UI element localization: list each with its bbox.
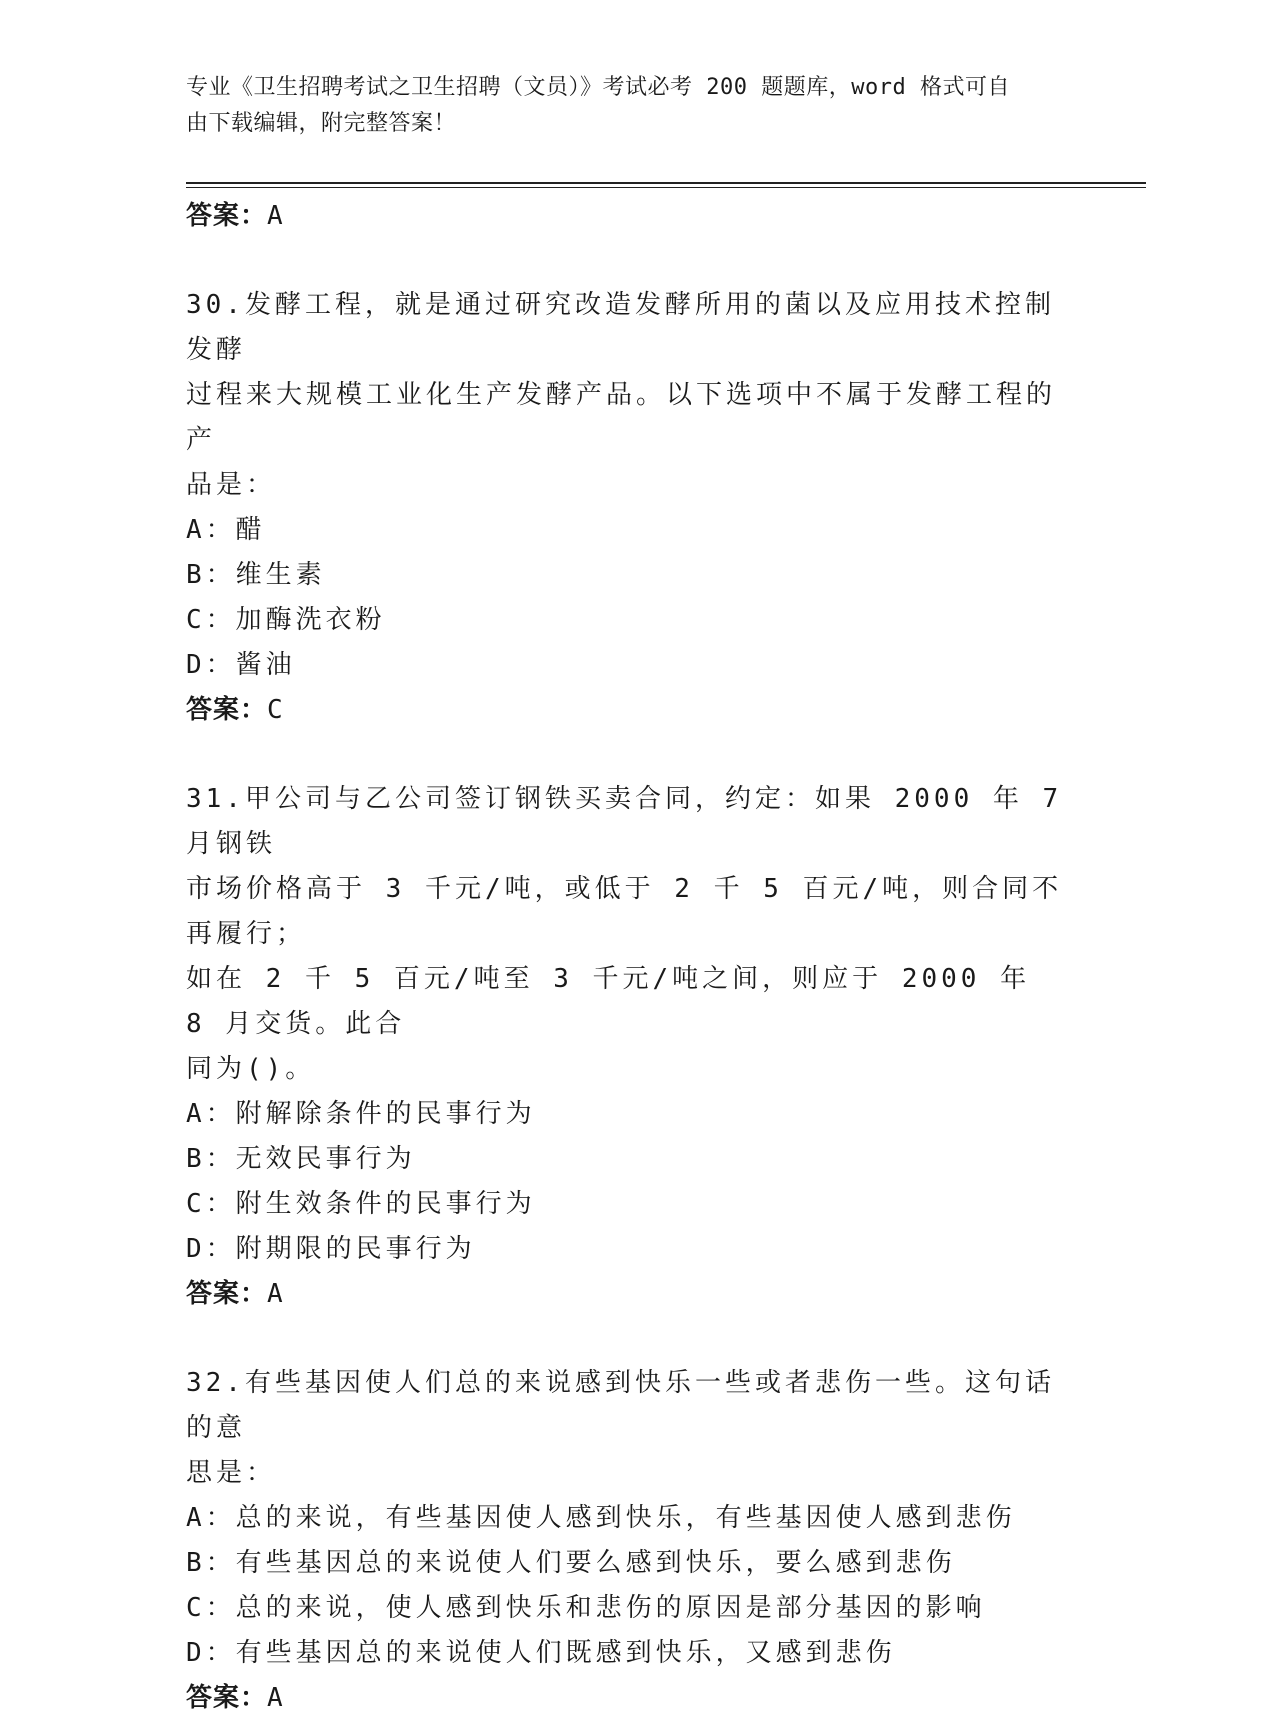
option-c: C：加酶洗衣粉 (186, 605, 386, 635)
document-page (186, 70, 1146, 1720)
question-text-line: 32.有些基因使人们总的来说感到快乐一些或者悲伤一些。这句话的意 (186, 1368, 1055, 1443)
header-divider (186, 182, 1146, 188)
question-text-line: 同为()。 (186, 1054, 316, 1084)
option-a: A：醋 (186, 515, 266, 545)
option-b: B：维生素 (186, 560, 326, 590)
option-c: C：总的来说，使人感到快乐和悲伤的原因是部分基因的影响 (186, 1593, 986, 1623)
question-text-line: 品是： (186, 470, 277, 500)
answer-line (186, 194, 1146, 238)
option-d: D：附期限的民事行为 (186, 1234, 476, 1264)
option-a: A：总的来说，有些基因使人感到快乐，有些基因使人感到悲伤 (186, 1503, 1016, 1533)
question-text-line: 如在 2 千 5 百元/吨至 3 千元/吨之间，则应于 2000 年 8 月交货。此合 (186, 964, 1031, 1039)
answer-value: A (267, 201, 284, 231)
question-text-line: 市场价格高于 3 千元/吨，或低于 2 千 5 百元/吨，则合同不再履行； (186, 874, 1063, 949)
answer-value: A (267, 1683, 284, 1713)
answer-line (186, 688, 1146, 732)
header-line-2: 由下载编辑，附完整答案！ (186, 111, 457, 136)
answer-label: 答案： (186, 695, 268, 725)
option-b: B：无效民事行为 (186, 1144, 416, 1174)
question-text-line: 31.甲公司与乙公司签订钢铁买卖合同，约定：如果 2000 年 7 月钢铁 (186, 784, 1063, 859)
option-d: D：酱油 (186, 650, 296, 680)
answer-label: 答案： (186, 1683, 268, 1713)
option-b: B：有些基因总的来说使人们要么感到快乐，要么感到悲伤 (186, 1548, 956, 1578)
answer-label: 答案： (186, 1279, 268, 1309)
question-30 (186, 283, 1146, 732)
option-a: A：附解除条件的民事行为 (186, 1099, 536, 1129)
question-32 (186, 1361, 1146, 1720)
option-d: D：有些基因总的来说使人们既感到快乐，又感到悲伤 (186, 1638, 896, 1668)
question-text-line: 30.发酵工程，就是通过研究改造发酵所用的菌以及应用技术控制发酵 (186, 290, 1055, 365)
question-text-line: 思是： (186, 1458, 277, 1488)
question-text-line: 过程来大规模工业化生产发酵产品。以下选项中不属于发酵工程的产 (186, 380, 1057, 455)
option-c: C：附生效条件的民事行为 (186, 1189, 536, 1219)
header-line-1: 专业《卫生招聘考试之卫生招聘（文员）》考试必考 200 题题库，word 格式可自 (186, 75, 1010, 100)
answer-line (186, 1676, 1146, 1720)
answer-label: 答案： (186, 201, 268, 231)
answer-line (186, 1272, 1146, 1316)
question-31 (186, 777, 1146, 1316)
answer-value: C (267, 695, 284, 725)
answer-value: A (267, 1279, 284, 1309)
